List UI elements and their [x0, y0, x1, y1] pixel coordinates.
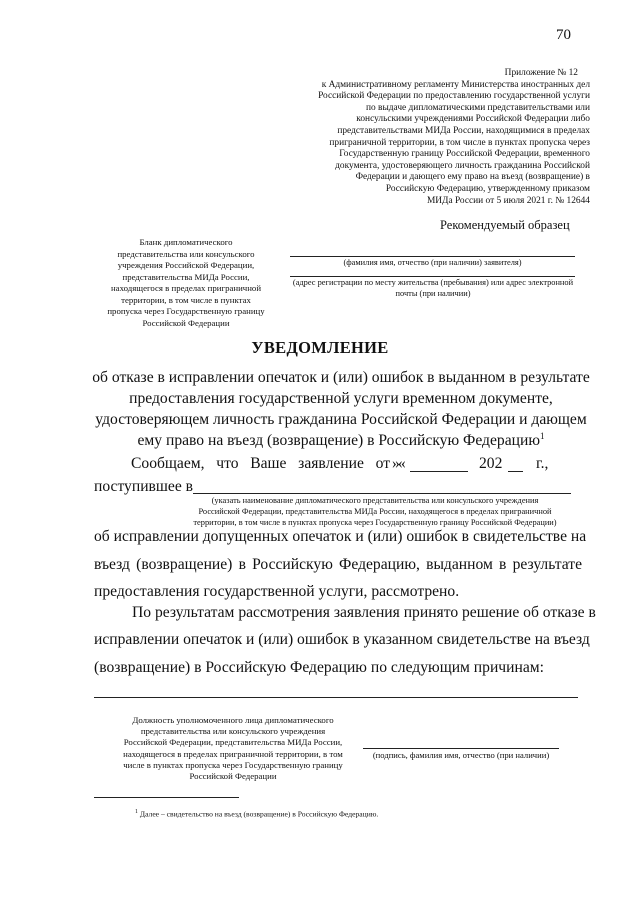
position-line: Должность уполномоченного лица дипломатического [132, 715, 334, 725]
appendix-line: приграничной территории, в том числе в пунктах пропуска через [329, 137, 590, 148]
subtitle-line-text: ему право на въезд (возвращение) в Российскую Федерацию [137, 432, 540, 449]
paragraph-line: По результатам рассмотрения заявления принято решение об отказе в [132, 604, 596, 621]
applicant-name-caption: (фамилия имя, отчество (при наличии) заявителя) [343, 258, 522, 267]
date-month-line[interactable] [410, 471, 468, 472]
letterhead-line: представительства или консульского [117, 248, 255, 259]
footnote-divider [94, 797, 239, 798]
inform-line [131, 455, 406, 473]
footnote-mark: 1 [135, 809, 138, 815]
signature-line[interactable] [363, 748, 559, 749]
document-subtitle [90, 367, 592, 451]
position-line: Российской Федерации, представительства МИДа России, [123, 737, 343, 748]
caption-line: (указать наименование дипломатического представительства или консульского учреждения [211, 496, 539, 505]
paragraph-line: (возвращение) в Российскую Федерацию по следующим причинам: [94, 659, 544, 676]
caption-line: территории, в том числе в пунктах пропуска через Государственную границу Российской Федерации) [193, 518, 557, 527]
applicant-name-line[interactable] [290, 256, 575, 257]
appendix-line: Российскую Федерацию, утвержденному приказом [385, 183, 590, 194]
paragraph-line: об исправлении допущенных опечаток и (или) ошибок в свидетельстве на [94, 528, 587, 545]
position-line: представительства или консульского учреждения [140, 726, 326, 737]
inform-word: что [216, 455, 239, 472]
footnote [135, 809, 378, 819]
official-position-caption [108, 715, 358, 782]
date-day-field[interactable] [392, 455, 400, 473]
address-caption-line: почты (при наличии) [395, 288, 471, 298]
page-number: 70 [556, 27, 571, 43]
signature-caption: (подпись, фамилия имя, отчество (при наличии) [372, 750, 550, 760]
letterhead-line: Бланк дипломатического [139, 237, 233, 247]
date-year-suffix: г., [536, 455, 549, 472]
letterhead-line: пропуска через Государственную границу [107, 306, 265, 316]
letterhead-line: учреждения Российской Федерации, [117, 260, 255, 270]
appendix-line: Федерации и дающего ему право на въезд (возвращение) в [355, 172, 590, 183]
quote-close: » [392, 455, 400, 472]
subtitle-line: об отказе в исправлении опечаток и (или) ошибок в выданном в результате [92, 369, 590, 386]
appendix-line: документа, удостоверяющего личность гражданина Российской [335, 160, 590, 171]
appendix-header [300, 68, 590, 207]
address-caption-line: (адрес регистрации по месту жительства (пребывания) или адрес электронной [292, 278, 574, 287]
recommended-sample-label: Рекомендуемый образец [440, 218, 570, 232]
inform-word: Ваше [250, 455, 287, 472]
subtitle-line: удостоверяющем личность гражданина Российской Федерации и дающем [95, 411, 587, 428]
received-label: поступившее в [94, 478, 194, 495]
paragraph-line: въезд (возвращение) в Российскую Федерацию, выданном в результате [94, 556, 582, 573]
date-year-line[interactable] [508, 471, 523, 472]
letterhead-line: территории, в том числе в пунктах [121, 294, 251, 305]
reasons-line[interactable] [94, 697, 578, 698]
inform-word: от [375, 455, 391, 472]
appendix-line: представительствами МИДа России, находящимися в пределах [337, 125, 590, 136]
applicant-address-line[interactable] [290, 276, 575, 277]
paragraph-line: предоставления государственной услуги, рассмотрено. [94, 583, 460, 600]
received-authority-line[interactable] [193, 493, 571, 494]
quote-open: « [397, 455, 406, 472]
appendix-line: Приложение № 12 [504, 68, 578, 78]
appendix-line: консульскими учреждениями Российской Федерации либо [356, 114, 590, 125]
appendix-line: к Административному регламенту Министерства иностранных дел [321, 79, 590, 90]
paragraph-line: исправлении опечаток и (или) ошибок в указанном свидетельстве на въезд [94, 631, 590, 648]
appendix-line: МИДа России от 5 июля 2021 г. № 12644 [426, 195, 590, 206]
footnote-text: Далее – свидетельство на въезд (возвращение) в Российскую Федерацию. [139, 809, 379, 819]
position-line: числе в пунктах пропуска через Государственную границу [123, 759, 343, 770]
applicant-address-caption [288, 278, 578, 299]
inform-word: заявление [298, 455, 364, 472]
position-line: Российской Федерации [189, 771, 277, 782]
appendix-line: Государственную границу Российской Федерации, временного [339, 149, 590, 160]
received-authority-caption [166, 495, 584, 528]
position-line: находящегося в пределах приграничной территории, в том [123, 748, 343, 759]
appendix-line: по выдаче дипломатическими представительствами или [365, 102, 590, 113]
letterhead-placeholder [94, 237, 278, 329]
footnote-reference: 1 [539, 430, 545, 441]
date-year-prefix: 202 [479, 455, 503, 472]
inform-word: Сообщаем, [131, 455, 205, 472]
appendix-line: Российской Федерации по предоставлению государственной услуги [318, 91, 590, 102]
letterhead-line: представительства МИДа России, [122, 271, 250, 282]
letterhead-line: Российской Федерации [142, 317, 230, 328]
document-title: УВЕДОМЛЕНИЕ [251, 338, 389, 357]
caption-line: Российской Федерации, представительства МИДа России, находящегося в пределах приграничной [198, 507, 552, 516]
letterhead-line: находящегося в пределах приграничной [110, 283, 262, 293]
subtitle-line [90, 430, 592, 451]
subtitle-line: предоставления государственной услуги временном документе, [129, 390, 553, 407]
